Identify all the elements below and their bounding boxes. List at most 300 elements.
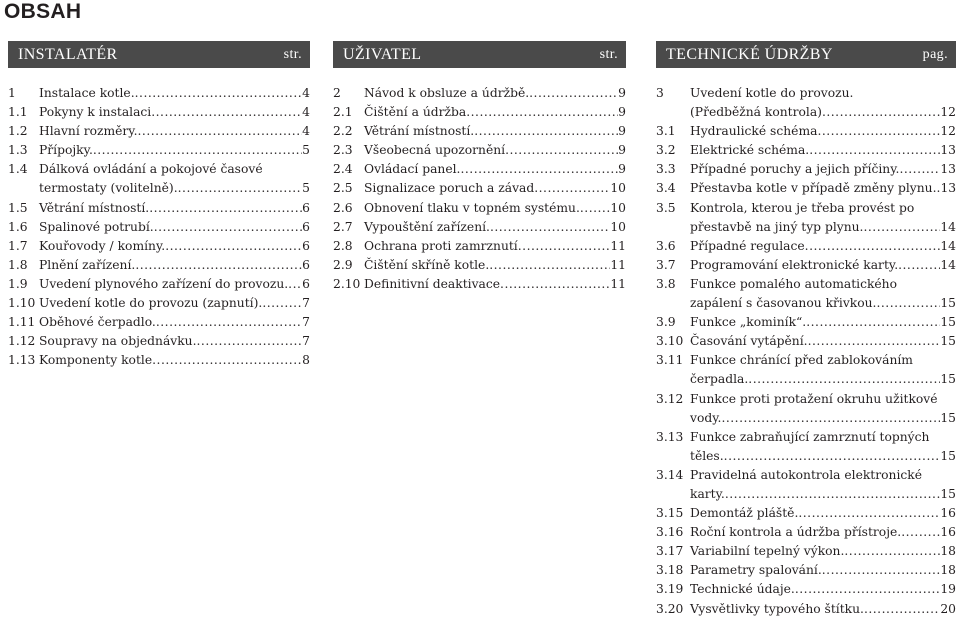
toc-entry-line (39, 275, 310, 294)
toc-entry-number: 1 (8, 86, 16, 100)
toc-entry-number: 3.12 (656, 391, 684, 406)
dot-leader (460, 160, 618, 179)
toc-entry-number: 3.14 (656, 467, 684, 482)
dot-leader (748, 370, 940, 389)
toc-entry-page: 4 (302, 124, 310, 139)
toc-entry-body (39, 275, 310, 294)
toc-entry-title: Ovládací panel. (364, 162, 461, 177)
toc-entry-page: 15 (940, 315, 956, 330)
dot-leader (197, 332, 303, 351)
toc-entry-line (690, 600, 956, 619)
toc-entry-page: 9 (618, 86, 626, 100)
toc-entry-page: 6 (302, 219, 310, 234)
toc-entry-line (690, 237, 956, 256)
toc-entry-title: Obnovení tlaku v topném systému. (364, 200, 580, 215)
toc-entry-page: 6 (302, 238, 310, 253)
toc-entry[interactable] (8, 122, 310, 141)
toc-entry-number: 3.3 (656, 162, 676, 177)
toc-entry-number: 3.4 (656, 181, 676, 196)
toc-entry-page: 19 (940, 582, 956, 597)
toc-entry-title: přestavbě na jiný typ plynu. (690, 219, 864, 234)
toc-entry-body (690, 466, 956, 504)
toc-entry-body (690, 199, 956, 237)
dot-leader (809, 141, 940, 160)
toc-entry-body (39, 237, 310, 256)
toc-entry-number: 1.9 (8, 276, 28, 291)
toc-entry-number: 1.4 (8, 162, 28, 177)
section-title: INSTALATÉR (18, 45, 118, 63)
toc-entry-page: 13 (940, 181, 957, 196)
dot-leader (138, 122, 303, 141)
toc-entry-title: Hydraulické schéma (690, 124, 818, 139)
toc-entry-line (39, 313, 310, 332)
toc-entry-title: čerpadla. (690, 372, 749, 387)
toc-entry-number: 1.10 (8, 296, 36, 311)
toc-entry-number: 3.13 (656, 429, 684, 444)
toc-entry-title: Plnění zařízení. (39, 257, 136, 272)
section-header (656, 41, 956, 68)
toc-entry-number: 3.17 (656, 544, 684, 559)
toc-entry-body (364, 103, 626, 122)
toc-entry[interactable] (656, 390, 956, 428)
toc-entry-title: Přestavba kotle v případě změny plynu. (690, 181, 937, 196)
toc-entry-line (690, 447, 956, 466)
toc-entry-title: Funkce zabraňující zamrznutí topných (690, 429, 930, 444)
toc-entry[interactable] (656, 237, 956, 256)
toc-entry-line (364, 199, 626, 218)
toc-entry-title: Případné regulace (690, 238, 805, 253)
toc-entry[interactable] (656, 504, 956, 523)
toc-entry[interactable] (333, 141, 626, 160)
toc-entry-body (364, 218, 626, 237)
toc-entry-number: 2.1 (333, 105, 353, 120)
toc-entry-page: 4 (302, 105, 310, 120)
toc-entry[interactable] (656, 179, 956, 198)
toc-entry-page: 15 (940, 372, 956, 387)
column-uzivatel (333, 41, 626, 294)
toc-entry-page: 11 (610, 276, 626, 291)
toc-entry-number: 3.9 (656, 315, 676, 330)
dot-leader (93, 141, 302, 160)
toc-entry-line (39, 332, 310, 351)
toc-entry[interactable] (656, 542, 956, 561)
toc-entry-number: 2.4 (333, 162, 353, 177)
dot-leader (474, 122, 618, 141)
toc-entry-line (690, 580, 956, 599)
toc-entry[interactable] (333, 256, 626, 275)
dot-leader (262, 294, 302, 313)
toc-entry-body (39, 256, 310, 275)
toc-entry-number: 1.13 (8, 353, 36, 368)
toc-entry-title: těles. (690, 448, 724, 463)
toc-entry[interactable] (8, 351, 310, 370)
toc-entry-page: 7 (302, 315, 310, 330)
toc-entry-line (39, 84, 310, 103)
toc-entry-number: 2.5 (333, 181, 353, 196)
dot-leader (490, 218, 610, 237)
toc-entry[interactable] (8, 332, 310, 351)
toc-entry-page: 18 (940, 544, 956, 559)
toc-entry-title: Kouřovody / komíny. (39, 238, 166, 253)
toc-entry-line (39, 218, 310, 237)
dot-leader (808, 332, 941, 351)
toc-entry-body (39, 313, 310, 332)
toc-entry-line (690, 218, 956, 237)
toc-entry-title: Funkce „kominík“. (690, 315, 807, 330)
toc-entry[interactable] (333, 275, 626, 294)
toc-entry[interactable] (656, 313, 956, 332)
toc-entry-number: 1.11 (8, 315, 36, 330)
toc-entry-number: 2.8 (333, 238, 353, 253)
toc-entry[interactable] (656, 580, 956, 599)
toc-entry[interactable] (656, 332, 956, 351)
toc-entry-number: 3.19 (656, 582, 684, 597)
toc-entry-page: 8 (302, 353, 310, 368)
toc-entry[interactable] (656, 523, 956, 542)
toc-entry-title: Hlavní rozměry. (39, 124, 138, 139)
toc-entry[interactable] (333, 237, 626, 256)
dot-leader (822, 103, 940, 122)
toc-entry-body (39, 84, 310, 103)
toc-entry[interactable] (656, 561, 956, 580)
dot-leader (876, 294, 940, 313)
dot-leader (899, 160, 940, 179)
toc-entry-title: Funkce proti protažení okruhu užitkové (690, 391, 938, 406)
toc-entry-line (690, 561, 956, 580)
toc-entry[interactable] (8, 160, 310, 198)
toc-entry[interactable] (333, 199, 626, 218)
toc-entry-title: Oběhové čerpadlo. (39, 315, 156, 330)
toc-entry-title: Parametry spalování. (690, 563, 822, 578)
toc-entry[interactable] (8, 141, 310, 160)
toc-entry-body (690, 122, 956, 141)
toc-entry[interactable] (656, 351, 956, 389)
toc-entry-page: 18 (940, 563, 956, 578)
toc-entry-number: 3.8 (656, 276, 676, 291)
toc-entry-page: 9 (618, 105, 626, 120)
toc-entry-body (690, 428, 956, 466)
toc-entry-page: 10 (610, 200, 626, 215)
toc-entry-line (690, 103, 956, 122)
toc-entry-number: 1.12 (8, 334, 36, 349)
dot-leader (901, 523, 940, 542)
dot-leader (806, 313, 940, 332)
toc-entry-title: Čištění a údržba (364, 105, 467, 120)
toc-entry-line (364, 122, 626, 141)
dot-leader (721, 409, 940, 428)
toc-entry-body (690, 542, 956, 561)
dot-leader (864, 600, 940, 619)
toc-entry-title: Spalinové potrubí. (39, 219, 154, 234)
toc-entry-body (690, 141, 956, 160)
toc-entry[interactable] (8, 256, 310, 275)
toc-entry-title: termostaty (volitelně). (39, 181, 178, 196)
toc-entry[interactable] (656, 256, 956, 275)
toc-entry[interactable] (656, 84, 956, 122)
toc-entry-page: 7 (302, 296, 310, 311)
toc-entry-title: karty. (690, 486, 725, 501)
toc-entry[interactable] (8, 275, 310, 294)
toc-entry-number: 1.8 (8, 257, 28, 272)
toc-entry-body (364, 256, 626, 275)
toc-entry-line (690, 428, 956, 447)
toc-entry[interactable] (656, 199, 956, 237)
toc-entry-line (364, 141, 626, 160)
toc-entry[interactable] (8, 218, 310, 237)
toc-entry-title: Návod k obsluze a údržbě. (364, 86, 530, 100)
toc-entry-page: 15 (940, 486, 956, 501)
toc-entry[interactable] (656, 122, 956, 141)
toc-entry-page: 15 (940, 410, 956, 425)
toc-entry-number: 2 (333, 86, 341, 100)
toc-entry-title: (Předběžná kontrola) (690, 105, 822, 120)
toc-entry-body (690, 351, 956, 389)
dot-leader (135, 256, 302, 275)
toc-entry-line (39, 199, 310, 218)
toc-entry-body (364, 179, 626, 198)
toc-list (8, 84, 310, 370)
toc-entry-title: vody. (690, 410, 722, 425)
toc-entry-page: 5 (302, 181, 310, 196)
toc-entry-page: 16 (940, 506, 956, 521)
toc-entry-title: Všeobecná upozornění (364, 143, 506, 158)
toc-entry-title: zapálení s časovanou křivkou. (690, 296, 877, 311)
toc-entry-title: Uvedení plynového zařízení do provozu. (39, 276, 289, 291)
toc-entry[interactable] (656, 466, 956, 504)
toc-entry-line (39, 237, 310, 256)
toc-entry-line (690, 466, 956, 485)
toc-entry-page: 15 (940, 448, 956, 463)
toc-entry-body (364, 84, 626, 103)
toc-entry-title: Ochrana proti zamrznutí (364, 238, 518, 253)
toc-entry-body (690, 256, 956, 275)
toc-entry[interactable] (333, 218, 626, 237)
toc-entry-page: 11 (610, 257, 626, 272)
dot-leader (178, 179, 303, 198)
toc-entry-number: 1.7 (8, 238, 28, 253)
dot-leader (500, 275, 610, 294)
toc-entry-number: 2.9 (333, 257, 353, 272)
toc-entry-page: 7 (302, 334, 310, 349)
dot-leader (149, 199, 302, 218)
toc-entry-line (364, 179, 626, 198)
toc-entry-title: Větrání místností. (364, 124, 475, 139)
section-title: UŽIVATEL (343, 45, 422, 63)
toc-entry[interactable] (333, 103, 626, 122)
dot-leader (863, 218, 940, 237)
toc-entry-number: 1.2 (8, 124, 28, 139)
toc-entry-line (690, 485, 956, 504)
toc-entry-number: 3.5 (656, 200, 676, 215)
toc-entry-page: 13 (940, 162, 956, 177)
page-title: OBSAH (4, 0, 82, 23)
toc-entry-page: 10 (610, 181, 626, 196)
toc-entry-line (690, 275, 956, 294)
toc-entry-body (690, 313, 956, 332)
toc-entry-page: 13 (940, 143, 956, 158)
toc-entry[interactable] (333, 179, 626, 198)
toc-entry-number: 1.5 (8, 200, 28, 215)
section-header (333, 41, 626, 68)
toc-entry-line (690, 160, 956, 179)
toc-entry[interactable] (656, 141, 956, 160)
toc-entry-line (39, 179, 310, 198)
toc-entry-title: Komponenty kotle (39, 353, 153, 368)
section-header (8, 41, 310, 68)
toc-entry-line (364, 237, 626, 256)
toc-entry-number: 2.6 (333, 200, 353, 215)
toc-entry-title: Čištění skříně kotle. (364, 257, 490, 272)
toc-entry-page: 9 (618, 162, 626, 177)
toc-entry-title: Definitivní deaktivace (364, 276, 501, 291)
toc-entry-line (690, 523, 956, 542)
toc-entry-number: 3.10 (656, 334, 684, 349)
toc-entry-page: 14 (940, 219, 956, 234)
toc-entry[interactable] (656, 428, 956, 466)
toc-entry-page: 16 (940, 525, 956, 540)
toc-entry[interactable] (8, 294, 310, 313)
dot-leader (534, 179, 610, 198)
toc-entry[interactable] (8, 313, 310, 332)
toc-entry-line (39, 141, 310, 160)
toc-entry-line (364, 256, 626, 275)
toc-entry-number: 2.10 (333, 276, 361, 291)
toc-entry-line (690, 141, 956, 160)
page-column-label: pag. (922, 46, 948, 62)
toc-entry-page: 6 (302, 276, 310, 291)
dot-leader (156, 313, 302, 332)
toc-entry-title: Variabilní tepelný výkon. (690, 544, 845, 559)
toc-entry-body (39, 351, 310, 370)
toc-entry-body (364, 275, 626, 294)
toc-entry[interactable] (8, 84, 310, 103)
toc-entry-title: Roční kontrola a údržba přístroje. (690, 525, 902, 540)
toc-entry-line (690, 409, 956, 428)
toc-entry-body (39, 218, 310, 237)
toc-entry-body (364, 199, 626, 218)
toc-entry-body (39, 199, 310, 218)
toc-entry[interactable] (333, 84, 626, 103)
page-column-label: str. (283, 46, 302, 62)
dot-leader (505, 141, 618, 160)
toc-entry-title: Programování elektronické karty. (690, 257, 899, 272)
toc-entry-line (690, 84, 956, 103)
toc-entry-line (364, 103, 626, 122)
toc-entry-body (39, 332, 310, 351)
toc-entry-title: Soupravy na objednávku. (39, 334, 197, 349)
dot-leader (518, 237, 611, 256)
toc-entry-title: Funkce chránící před zablokováním (690, 353, 913, 368)
toc-entry-body (364, 237, 626, 256)
toc-entry-page: 10 (610, 219, 626, 234)
toc-entry[interactable] (333, 122, 626, 141)
toc-entry-body (39, 294, 310, 313)
toc-entry-page: 12 (940, 124, 956, 139)
toc-entry-line (690, 370, 956, 389)
toc-entry-body (39, 141, 310, 160)
toc-entry-number: 3.6 (656, 238, 676, 253)
toc-entry-title: Případné poruchy a jejich příčiny. (690, 162, 900, 177)
toc-entry-body (39, 122, 310, 141)
toc-entry[interactable] (8, 103, 310, 122)
toc-entry[interactable] (333, 160, 626, 179)
dot-leader (805, 237, 941, 256)
toc-entry-line (39, 160, 310, 179)
dot-leader (795, 580, 941, 599)
toc-entry-line (39, 103, 310, 122)
toc-entry-title: Signalizace poruch a závad (364, 181, 535, 196)
toc-entry-number: 3.15 (656, 506, 684, 521)
toc-entry-body (39, 103, 310, 122)
toc-entry-line (690, 179, 956, 198)
toc-entry-title: Časování vytápění. (690, 334, 808, 349)
toc-entry-body (690, 332, 956, 351)
column-technicke-udrzby (656, 41, 956, 619)
toc-entry-number: 3.1 (656, 124, 676, 139)
toc-entry-number: 1.6 (8, 219, 28, 234)
toc-entry-line (690, 542, 956, 561)
toc-entry-line (690, 199, 956, 218)
toc-entry-body (364, 122, 626, 141)
toc-entry[interactable] (656, 600, 956, 619)
toc-entry-number: 2.3 (333, 143, 353, 158)
toc-entry[interactable] (8, 199, 310, 218)
toc-list (333, 84, 626, 294)
toc-entry-page: 11 (610, 238, 626, 253)
toc-entry-title: Dálková ovládání a pokojové časové (39, 162, 263, 177)
toc-entry-line (690, 256, 956, 275)
toc-entry[interactable] (656, 275, 956, 313)
toc-entry-number: 3.7 (656, 257, 676, 272)
toc-entry-title: Instalace kotle. (39, 86, 135, 100)
toc-entry-number: 3 (656, 86, 664, 100)
toc-entry-title: Vypouštění zařízení. (364, 219, 490, 234)
toc-entry-page: 4 (302, 86, 310, 100)
toc-entry-line (690, 504, 956, 523)
toc-entry-body (690, 275, 956, 313)
toc-entry-body (690, 237, 956, 256)
toc-entry-title: Větrání místností. (39, 200, 150, 215)
toc-entry-line (364, 275, 626, 294)
toc-entry-page: 20 (940, 601, 956, 616)
toc-entry-body (364, 160, 626, 179)
dot-leader (844, 542, 940, 561)
dot-leader (724, 447, 941, 466)
toc-entry-page: 9 (618, 143, 626, 158)
toc-entry-body (690, 600, 956, 619)
dot-leader (580, 199, 610, 218)
toc-entry-line (690, 294, 956, 313)
toc-entry-number: 3.2 (656, 143, 676, 158)
toc-entry[interactable] (656, 160, 956, 179)
toc-entry-body (690, 523, 956, 542)
toc-entry-line (690, 390, 956, 409)
toc-entry-title: Pravidelná autokontrola elektronické (690, 467, 923, 482)
toc-entry-body (690, 504, 956, 523)
dot-leader (466, 103, 618, 122)
toc-entry-title: Demontáž pláště. (690, 506, 799, 521)
toc-entry-number: 1.1 (8, 105, 28, 120)
toc-entry[interactable] (8, 237, 310, 256)
toc-entry-page: 6 (302, 200, 310, 215)
toc-entry-body (39, 160, 310, 198)
dot-leader (822, 561, 941, 580)
toc-entry-body (690, 390, 956, 428)
page-column-label: str. (599, 46, 618, 62)
toc-entry-body (364, 141, 626, 160)
toc-entry-number: 2.2 (333, 124, 353, 139)
toc-entry-line (690, 332, 956, 351)
